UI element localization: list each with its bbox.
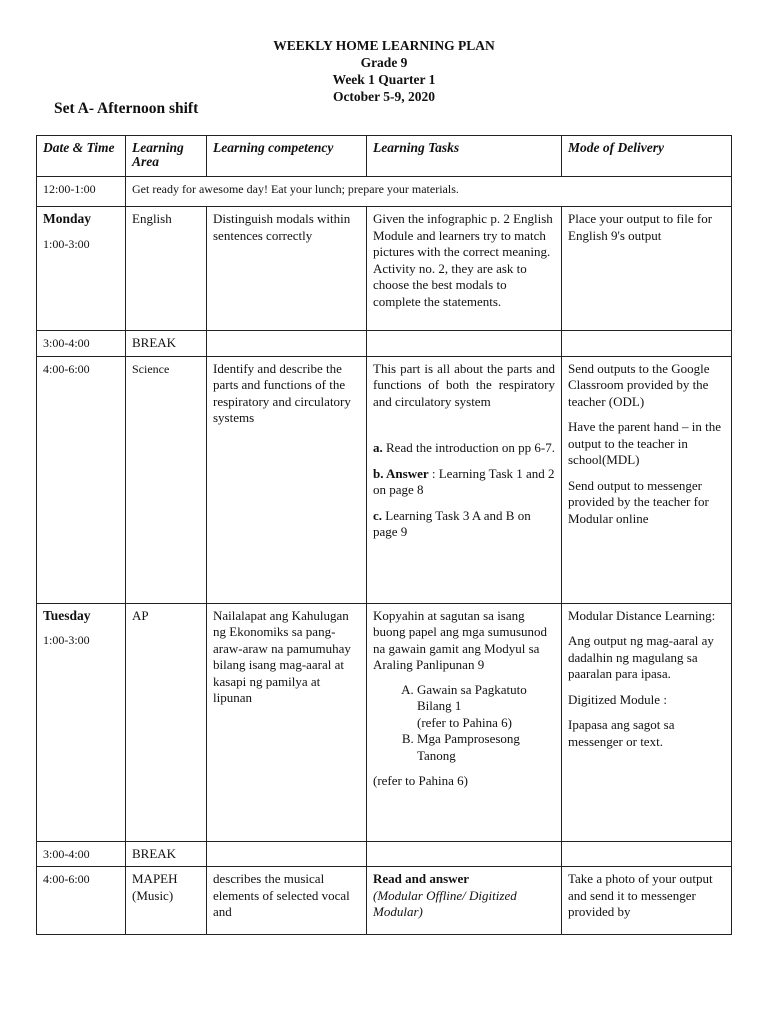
time-cell: 12:00-1:00 xyxy=(37,177,126,207)
document-header xyxy=(0,37,768,105)
day-label: Tuesday xyxy=(43,607,91,623)
column-header-competency: Learning competency xyxy=(207,136,367,177)
tasks-intro: Kopyahin at sagutan sa isang buong papel ang mga sumusunod na gawain gamit ang Modyul sa Araling Panlipunan 9 xyxy=(373,607,548,672)
document-title: WEEKLY HOME LEARNING PLAN xyxy=(273,38,495,53)
competency-cell: describes the musical elements of selected vocal and xyxy=(207,867,367,935)
column-header-delivery: Mode of Delivery xyxy=(562,136,732,177)
delivery-option: Modular Distance Learning: xyxy=(568,607,716,623)
break-label: BREAK xyxy=(126,841,207,867)
table-row xyxy=(37,867,732,935)
delivery-cell: Take a photo of your output and send it to messenger provided by xyxy=(562,867,732,935)
tasks-reference: (refer to Pahina 6) xyxy=(373,773,468,788)
area-cell: AP xyxy=(126,603,207,841)
break-label: BREAK xyxy=(126,331,207,357)
area-cell: English xyxy=(126,207,207,331)
intro-text: Get ready for awesome day! Eat your lunch; prepare your materials. xyxy=(126,177,732,207)
grade-label: Grade 9 xyxy=(360,55,408,70)
list-item: B. Mga Pamprosesong Tanong xyxy=(417,731,555,764)
task-list xyxy=(373,682,555,765)
time-label: 1:00-3:00 xyxy=(43,236,90,251)
tasks-title: Read and answer xyxy=(373,871,470,886)
set-label: Set A- Afternoon shift xyxy=(54,100,199,117)
delivery-option: Have the parent hand – in the output to the teacher in school(MDL) xyxy=(568,419,722,467)
delivery-option: Digitized Module : xyxy=(568,691,667,707)
date-time-cell xyxy=(37,603,126,841)
competency-cell: Nailalapat ang Kahulugan ng Ekonomiks sa pang-araw-araw na pamumuhay bilang isang mag-aaral at kasapi ng pamilya at lipunan xyxy=(207,603,367,841)
delivery-option: Send output to messenger provided by the teacher for Modular online xyxy=(568,477,709,526)
learning-plan-table xyxy=(36,135,732,935)
time-label: 1:00-3:00 xyxy=(43,633,90,647)
table-row xyxy=(37,356,732,603)
tasks-mode: (Modular Offline/ Digitized Modular) xyxy=(373,887,517,919)
table-row xyxy=(37,841,732,867)
table-header-row xyxy=(37,136,732,177)
time-cell: 3:00-4:00 xyxy=(37,841,126,867)
delivery-cell xyxy=(562,356,732,603)
competency-cell: Distinguish modals within sentences correctly xyxy=(207,207,367,331)
date-range: October 5-9, 2020 xyxy=(332,89,436,104)
delivery-option: Send outputs to the Google Classroom provided by the teacher (ODL) xyxy=(568,360,710,409)
time-cell: 4:00-6:00 xyxy=(37,867,126,935)
table-row xyxy=(37,207,732,331)
task-b: b. Answer : Learning Task 1 and 2 on page 8 xyxy=(373,465,555,497)
tasks-intro: This part is all about the parts and functions of both the respiratory and circulatory system xyxy=(373,360,555,409)
table-row xyxy=(37,177,732,207)
table-row xyxy=(37,603,732,841)
task-c: c. Learning Task 3 A and B on page 9 xyxy=(373,507,531,539)
date-time-cell xyxy=(37,207,126,331)
delivery-option: Ipapasa ang sagot sa messenger or text. xyxy=(568,717,675,749)
tasks-cell xyxy=(367,603,562,841)
tasks-cell xyxy=(367,356,562,603)
area-cell: Science xyxy=(126,356,207,603)
table-row xyxy=(37,331,732,357)
column-header-tasks: Learning Tasks xyxy=(367,136,562,177)
task-a: a. Read the introduction on pp 6-7. xyxy=(373,440,555,455)
day-label: Monday xyxy=(43,211,92,226)
tasks-cell: Given the infographic p. 2 English Module and learners try to match pictures with the correct meaning. Activity no. 2, they are ask to choose the best modals to complete the statements. xyxy=(367,207,562,331)
delivery-cell: Place your output to file for English 9's output xyxy=(562,207,732,331)
area-cell: MAPEH (Music) xyxy=(126,867,207,935)
delivery-option: Ang output ng mag-aaral ay dadalhin ng magulang sa paaralan para ipasa. xyxy=(568,633,714,681)
time-cell: 4:00-6:00 xyxy=(37,356,126,603)
competency-cell: Identify and describe the parts and functions of the respiratory and circulatory systems xyxy=(207,356,367,603)
time-cell: 3:00-4:00 xyxy=(37,331,126,357)
column-header-date-time: Date & Time xyxy=(37,136,126,177)
week-label: Week 1 Quarter 1 xyxy=(332,72,436,87)
delivery-cell xyxy=(562,603,732,841)
tasks-cell xyxy=(367,867,562,935)
list-item: A. Gawain sa Pagkatuto Bilang 1 (refer to Pahina 6) xyxy=(417,682,555,732)
column-header-learning-area: Learning Area xyxy=(126,136,207,177)
